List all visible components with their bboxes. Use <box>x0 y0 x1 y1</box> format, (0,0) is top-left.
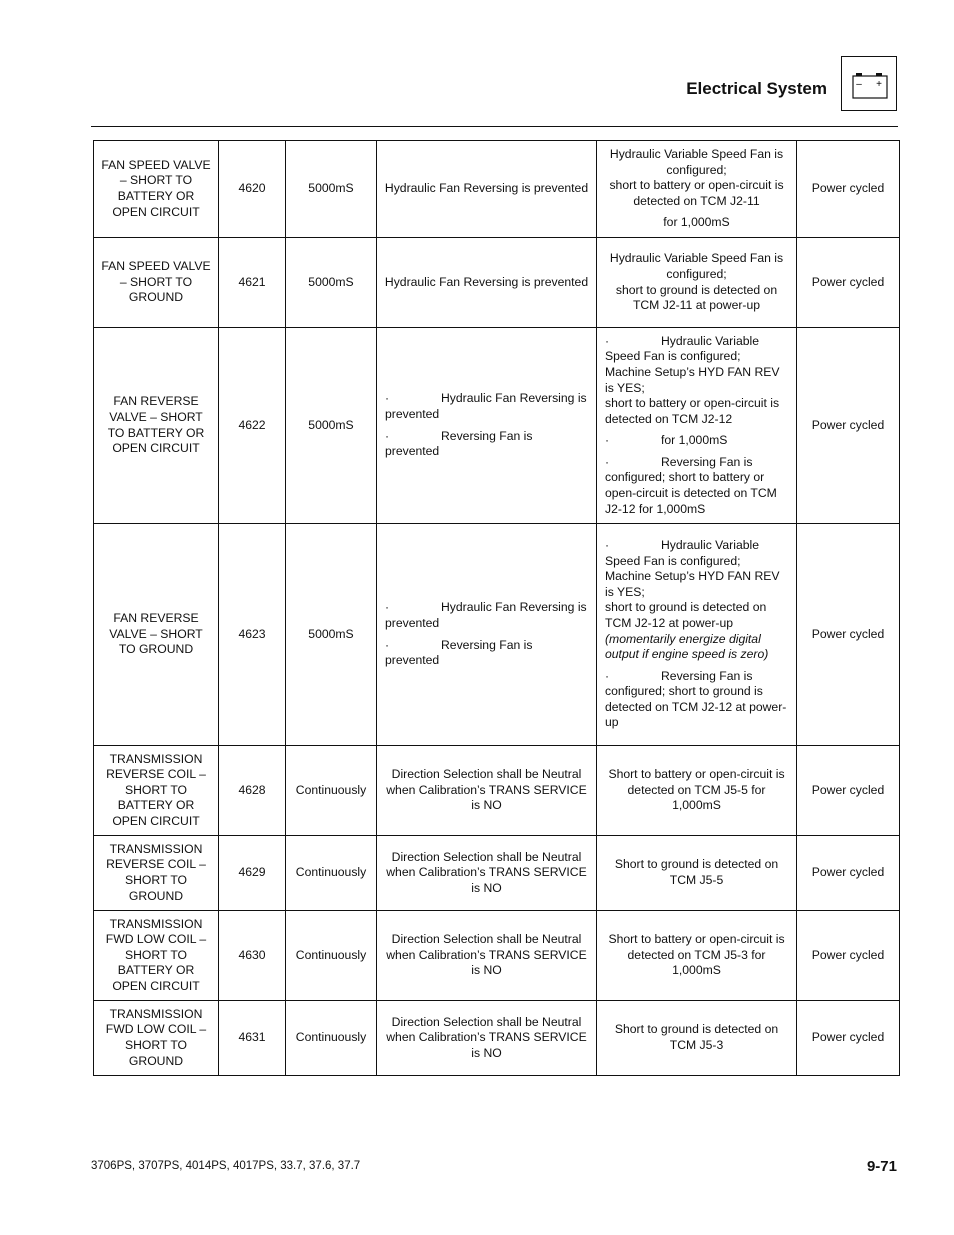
fault-condition <box>597 328 797 524</box>
battery-positive-label: + <box>876 79 882 90</box>
fault-code: 4630 <box>219 911 286 1001</box>
fault-condition <box>597 1001 797 1076</box>
condition-text: Short to ground is detected on TCM J5-3 <box>614 1022 779 1052</box>
fault-description: TRANSMISSION FWD LOW COIL – SHORT TO BATTERY OR OPEN CIRCUIT <box>94 911 219 1001</box>
bullet-icon: · <box>605 537 610 552</box>
detection-time: Continuously <box>286 836 377 911</box>
recovery-condition: Power cycled <box>797 911 900 1001</box>
action-text: Reversing Fan is prevented <box>385 428 533 459</box>
footer-model-list: 3706PS, 3707PS, 4014PS, 4017PS, 33.7, 37.6, 37.7 <box>91 1160 361 1172</box>
fault-code: 4623 <box>219 524 286 746</box>
fault-condition <box>597 911 797 1001</box>
recovery-condition: Power cycled <box>797 524 900 746</box>
bullet-icon: · <box>385 600 390 615</box>
condition-bullet-item <box>605 455 788 517</box>
table-row <box>94 141 900 238</box>
fault-description: FAN SPEED VALVE – SHORT TO GROUND <box>94 238 219 328</box>
condition-text: Hydraulic Variable Speed Fan is configured; Machine Setup’s HYD FAN REV is YES; <box>605 333 780 395</box>
recovery-condition: Power cycled <box>797 238 900 328</box>
detection-time: Continuously <box>286 746 377 836</box>
action-text: Direction Selection shall be Neutral when Calibration’s TRANS SERVICE is NO <box>386 849 587 895</box>
action-bullet-item <box>385 600 588 631</box>
header-divider <box>91 126 898 127</box>
bullet-icon: · <box>605 333 610 348</box>
page-number: 9-71 <box>866 1158 897 1175</box>
action-bullet-item <box>385 429 588 460</box>
detection-time: 5000mS <box>286 524 377 746</box>
fault-action <box>377 524 597 746</box>
fault-description: TRANSMISSION FWD LOW COIL – SHORT TO GROUND <box>94 1001 219 1076</box>
fault-description: TRANSMISSION REVERSE COIL – SHORT TO BATTERY OR OPEN CIRCUIT <box>94 746 219 836</box>
fault-action <box>377 141 597 238</box>
condition-text: for 1,000mS <box>661 433 728 448</box>
fault-condition <box>597 141 797 238</box>
condition-text: Hydraulic Variable Speed Fan is configured; Machine Setup’s HYD FAN REV is YES; <box>605 537 780 599</box>
fault-code: 4621 <box>219 238 286 328</box>
detection-time: Continuously <box>286 1001 377 1076</box>
fault-code: 4620 <box>219 141 286 238</box>
fault-action <box>377 238 597 328</box>
condition-text: for 1,000mS <box>663 215 730 230</box>
detection-time: 5000mS <box>286 141 377 238</box>
condition-text: short to ground is detected on TCM J2-12 at power-up <box>605 600 767 630</box>
condition-text: Hydraulic Variable Speed Fan is configured; <box>609 251 784 281</box>
fault-code: 4631 <box>219 1001 286 1076</box>
fault-code: 4628 <box>219 746 286 836</box>
bullet-icon: · <box>605 454 610 469</box>
fault-action <box>377 746 597 836</box>
recovery-condition: Power cycled <box>797 836 900 911</box>
recovery-condition: Power cycled <box>797 746 900 836</box>
fault-code: 4622 <box>219 328 286 524</box>
condition-bullet-item <box>605 433 788 449</box>
recovery-condition: Power cycled <box>797 328 900 524</box>
fault-description: FAN SPEED VALVE – SHORT TO BATTERY OR OPEN CIRCUIT <box>94 141 219 238</box>
recovery-condition: Power cycled <box>797 1001 900 1076</box>
action-bullet-item <box>385 638 588 669</box>
condition-text: Short to battery or open-circuit is detected on TCM J5-5 for 1,000mS <box>608 767 785 813</box>
fault-code: 4629 <box>219 836 286 911</box>
action-text: Hydraulic Fan Reversing is prevented <box>385 391 587 421</box>
action-bullet-item <box>385 391 588 422</box>
fault-code-table <box>93 140 900 1076</box>
table-row <box>94 328 900 524</box>
fault-description: FAN REVERSE VALVE – SHORT TO GROUND <box>94 524 219 746</box>
condition-text: short to battery or open-circuit is detected on TCM J2-11 <box>609 178 784 208</box>
action-text: Direction Selection shall be Neutral when Calibration’s TRANS SERVICE is NO <box>386 767 587 813</box>
section-icon-frame <box>841 56 897 111</box>
bullet-icon: · <box>385 637 390 652</box>
action-text: Hydraulic Fan Reversing is prevented <box>385 600 587 630</box>
condition-text: Reversing Fan is configured; short to battery or open-circuit is detected on TCM J2-12 for 1,000mS <box>605 454 777 516</box>
table-row <box>94 524 900 746</box>
fault-condition <box>597 746 797 836</box>
condition-text: Reversing Fan is configured; short to ground is detected on TCM J2-12 at power-up <box>605 668 787 730</box>
condition-text: Short to ground is detected on TCM J5-5 <box>614 857 779 887</box>
condition-text: short to ground is detected on TCM J2-11 at power-up <box>615 282 778 313</box>
fault-action <box>377 836 597 911</box>
condition-text: short to battery or open-circuit is detected on TCM J2-12 <box>605 396 780 426</box>
battery-negative-label: – <box>856 79 862 90</box>
bullet-icon: · <box>385 428 390 443</box>
recovery-condition: Power cycled <box>797 141 900 238</box>
fault-action <box>377 1001 597 1076</box>
detection-time: Continuously <box>286 911 377 1001</box>
detection-time: 5000mS <box>286 238 377 328</box>
fault-condition <box>597 238 797 328</box>
table-row <box>94 836 900 911</box>
table-row <box>94 238 900 328</box>
action-text: Reversing Fan is prevented <box>385 637 533 668</box>
condition-text: Short to battery or open-circuit is detected on TCM J5-3 for 1,000mS <box>608 932 785 978</box>
bullet-icon: · <box>605 668 610 683</box>
fault-action <box>377 328 597 524</box>
fault-condition <box>597 524 797 746</box>
condition-bullet-item <box>605 669 788 731</box>
detection-time: 5000mS <box>286 328 377 524</box>
condition-bullet-item <box>605 334 788 396</box>
condition-note: (momentarily energize digital output if engine speed is zero) <box>605 631 769 662</box>
fault-action <box>377 911 597 1001</box>
condition-bullet-item <box>605 538 788 600</box>
action-text: Hydraulic Fan Reversing is prevented <box>384 274 589 289</box>
bullet-icon: · <box>385 391 390 406</box>
battery-icon <box>842 57 898 112</box>
fault-description: FAN REVERSE VALVE – SHORT TO BATTERY OR OPEN CIRCUIT <box>94 328 219 524</box>
action-text: Direction Selection shall be Neutral when Calibration’s TRANS SERVICE is NO <box>386 1014 587 1060</box>
action-text: Hydraulic Fan Reversing is prevented <box>384 181 589 196</box>
condition-text: Hydraulic Variable Speed Fan is configured; <box>609 147 784 177</box>
table-row <box>94 746 900 836</box>
section-title: Electrical System <box>686 79 827 98</box>
table-row <box>94 911 900 1001</box>
action-text: Direction Selection shall be Neutral when Calibration’s TRANS SERVICE is NO <box>386 932 587 978</box>
table-row <box>94 1001 900 1076</box>
fault-description: TRANSMISSION REVERSE COIL – SHORT TO GROUND <box>94 836 219 911</box>
fault-condition <box>597 836 797 911</box>
bullet-icon: · <box>605 433 610 448</box>
